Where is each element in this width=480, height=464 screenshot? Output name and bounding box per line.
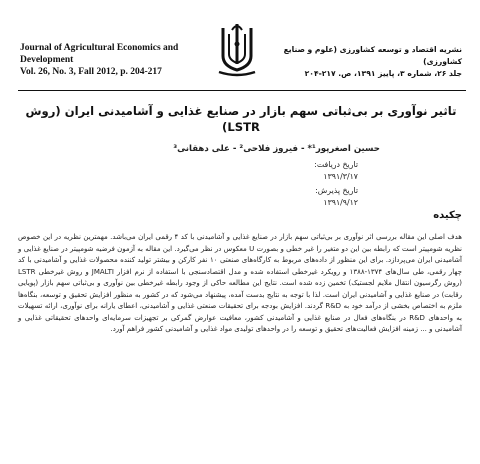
- persian-journal-name: نشریه اقتصاد و توسعه کشاورزی (علوم و صنایع کشاورزی): [283, 45, 462, 66]
- persian-volume-info: جلد ۲۶، شماره ۳، پاییز ۱۳۹۱، ص. ۲۱۷-۲۰۴: [304, 69, 462, 78]
- abstract-body: هدف اصلی این مقاله بررسی اثر نوآوری بر بی‌ثباتی سهم بازار در صنایع غذایی و آشامیدنی با کد ۴ رقمی ایران می‌باشد. مهمترین نظریه در این خصوص نظریه شومپیتر است که رابطه بین این دو متغیر را غیر خطی و بصورت U معکوس در نظر می‌گیرد. این مقاله به آزمون فرضیه شومپیتر در صنایع غذایی و آشامیدنی ایران می‌پردازد. برای این منظور از داده‌های مربوط به کارگاه‌های صنعتی ۱۰ نفر کارکن و بیشتر تولید کننده محصولات غذایی و آشامیدنی با کد چهار رقمی، طی سال‌های ۱۳۷۴-۱۳۸۸ و رویکرد غیرخطی استفاده شده و مدل اقتصادسنجی با استفاده از نرم افزار JMALTI و روش غیرخطی LSTR (روش رگرسیون انتقال ملایم لجستیک) تخمین زده شده است. نتایج این مطالعه حاکی از وجود رابطه غیرخطی بین نوآوری و بی‌ثباتی سهم بازار (پویایی رقابت) در صنایع غذایی و آشامیدنی ایران است. لذا با توجه به نتایج بدست آمده، پیشنهاد می‌شود که در کشور به منظور افزایش تحقیق و توسعه، بنگاه‌ها ملزم به اختصاص بخشی از درآمد خود به R&D گردند. افزایش بودجه برای تحقیقات صنعتی غذایی و آشامیدنی، اعطای یارانه برای نوآوری، ارائه تسهیلات به واحدهای R&D در بنگاه‌های فعال در صنایع غذایی و آشامیدنی کشور، معافیت عوارض گمرکی بر تجهیزات سرمایه‌ای واحدهای تحقیقاتی غذایی و آشامیدنی و ... زمینه افزایش فعالیت‌های تحقیق و توسعه را در واحدهای تولیدی مواد غذایی و آشامیدنی کشور فراهم آورد.: [18, 233, 463, 334]
- journal-header: [0, 0, 480, 92]
- received-date-line: [190, 159, 358, 183]
- university-logo-icon: [215, 20, 259, 78]
- english-volume-info: Vol. 26, No. 3, Fall 2012, p. 204-217: [20, 67, 162, 77]
- received-label: تاریخ دریافت:: [314, 160, 358, 169]
- accepted-label: تاریخ پذیرش:: [315, 186, 358, 195]
- english-journal-info: [20, 42, 220, 78]
- abstract-heading: چکیده: [433, 210, 462, 221]
- accepted-date-line: [190, 185, 358, 209]
- received-date: ۱۳۹۱/۳/۱۷: [323, 172, 358, 181]
- english-journal-name: Journal of Agricultural Economics and Development: [20, 43, 179, 65]
- header-divider: [18, 90, 466, 91]
- persian-journal-info: [272, 44, 462, 80]
- accepted-date: ۱۳۹۱/۹/۱۲: [323, 198, 358, 207]
- article-title: تاثیر نوآوری بر بی‌ثباتی سهم بازار در صنایع غذایی و آشامیدنی ایران (روش LSTR): [25, 104, 457, 134]
- author-list: حسین اصغرپور¹* - فیروز فلاحی² - علی دهقانی³: [173, 144, 380, 154]
